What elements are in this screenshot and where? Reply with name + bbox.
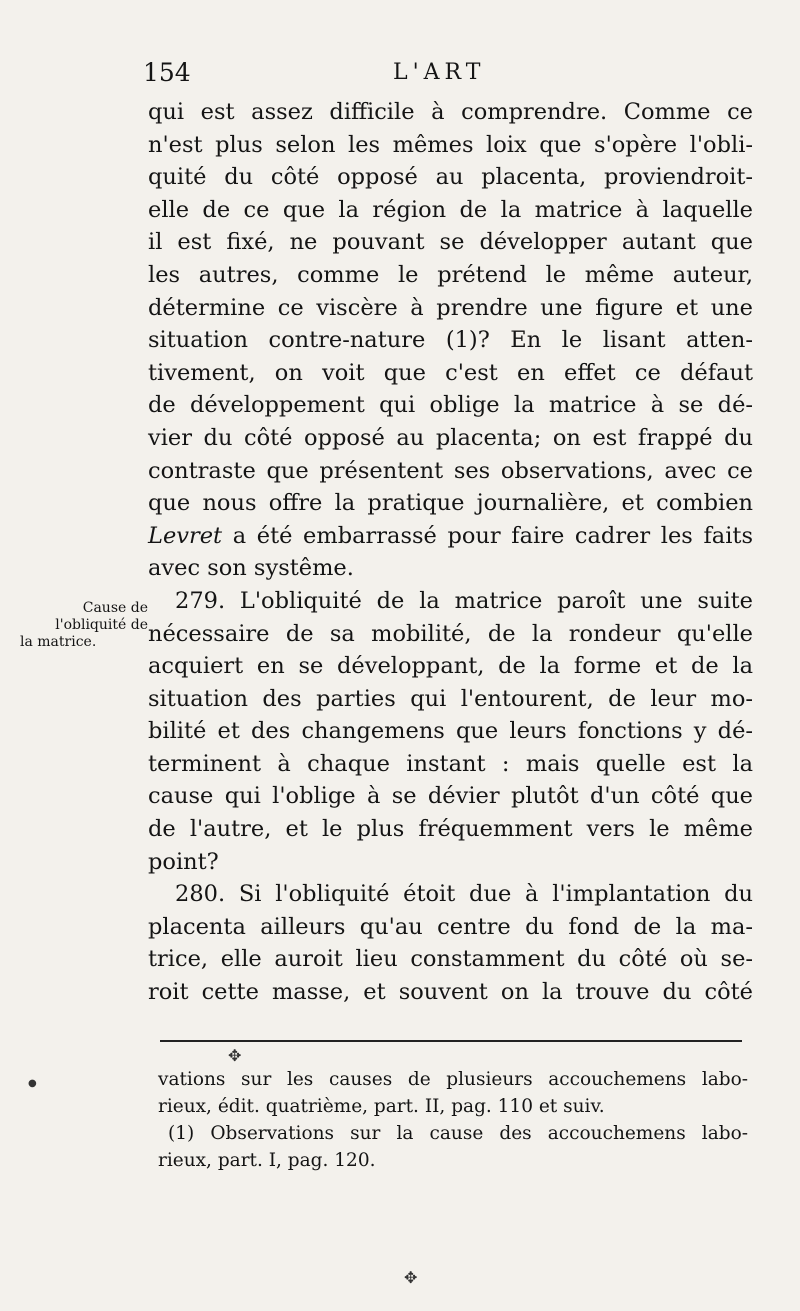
text-line: qui est assez difficile à comprendre. Comme ce xyxy=(148,99,753,125)
text-line: contraste que présentent ses observations, avec ce xyxy=(148,457,753,484)
text-line: nécessaire de sa mobilité, de la rondeur qu'elle xyxy=(148,620,753,647)
text-line: avec son systême. xyxy=(148,555,354,582)
text-line: roit cette masse, et souvent on la trouve du côté xyxy=(148,979,753,1006)
text-line: les autres, comme le prétend le même auteur, xyxy=(148,261,753,288)
text-line: tivement, on voit que c'est en effet ce défaut xyxy=(148,359,753,386)
text-line: de l'autre, et le plus fréquemment vers le même xyxy=(148,816,753,843)
text-line: placenta ailleurs qu'au centre du fond de la ma- xyxy=(148,913,753,940)
text-line: terminent à chaque instant : mais quelle est la xyxy=(148,750,753,777)
paragraph-280-start: 280. Si l'obliquité étoit due à l'implantation du xyxy=(175,881,753,908)
author-name: Levret xyxy=(148,522,223,549)
margin-note-line: Cause de xyxy=(82,600,148,616)
margin-note-line: la matrice. xyxy=(20,634,97,650)
text-line: trice, elle auroit lieu constamment du côté où se- xyxy=(148,946,753,973)
running-title: L'ART xyxy=(393,60,486,85)
paragraph-279-start: 279. L'obliquité de la matrice paroît une suite xyxy=(175,587,753,614)
text-line: situation des parties qui l'entourent, de leur mo- xyxy=(148,685,753,712)
footnote-line: rieux, édit. quatrième, part. II, pag. 110 et suiv. xyxy=(158,1096,605,1117)
text-line: de développement qui oblige la matrice à se dé- xyxy=(148,392,753,419)
text-line-rest: a été embarrassé pour faire cadrer les faits xyxy=(232,522,753,549)
footnote-line: vations sur les causes de plusieurs accouchemens labo- xyxy=(158,1069,748,1090)
text-line: quité du côté opposé au placenta, proviendroit- xyxy=(148,164,753,191)
ink-mark: ● xyxy=(28,1078,37,1089)
text-line: n'est plus selon les mêmes loix que s'opère l'obli- xyxy=(148,131,753,158)
margin-note xyxy=(20,600,148,651)
text-line: elle de ce que la région de la matrice à laquelle xyxy=(148,196,753,223)
text-line: détermine ce viscère à prendre une figure et une xyxy=(148,294,753,321)
text-line-with-author xyxy=(148,520,753,553)
footnote-line: rieux, part. I, pag. 120. xyxy=(158,1150,376,1171)
page-number: 154 xyxy=(143,58,191,87)
text-line: cause qui l'oblige à se dévier plutôt d'un côté que xyxy=(148,783,753,810)
text-line: vier du côté opposé au placenta; on est frappé du xyxy=(148,424,753,451)
footnote-line: (1) Observations sur la cause des accouchemens labo- xyxy=(168,1123,748,1144)
footnote-rule xyxy=(160,1040,742,1042)
text-line: il est fixé, ne pouvant se développer autant que xyxy=(148,229,753,256)
body-text xyxy=(148,96,753,1009)
running-head xyxy=(0,58,800,92)
text-line: situation contre-nature (1)? En le lisant atten- xyxy=(148,327,753,354)
margin-note-line: l'obliquité de xyxy=(55,617,148,633)
ornament-mark: ✥ xyxy=(228,1046,242,1065)
text-line: acquiert en se développant, de la forme et de la xyxy=(148,653,753,680)
text-line: point? xyxy=(148,848,219,875)
text-line: bilité et des changemens que leurs fonctions y dé- xyxy=(148,718,753,745)
text-line: que nous offre la pratique journalière, et combien xyxy=(148,490,753,517)
footnotes xyxy=(158,1066,748,1174)
ornament-mark: ✥ xyxy=(404,1268,418,1287)
